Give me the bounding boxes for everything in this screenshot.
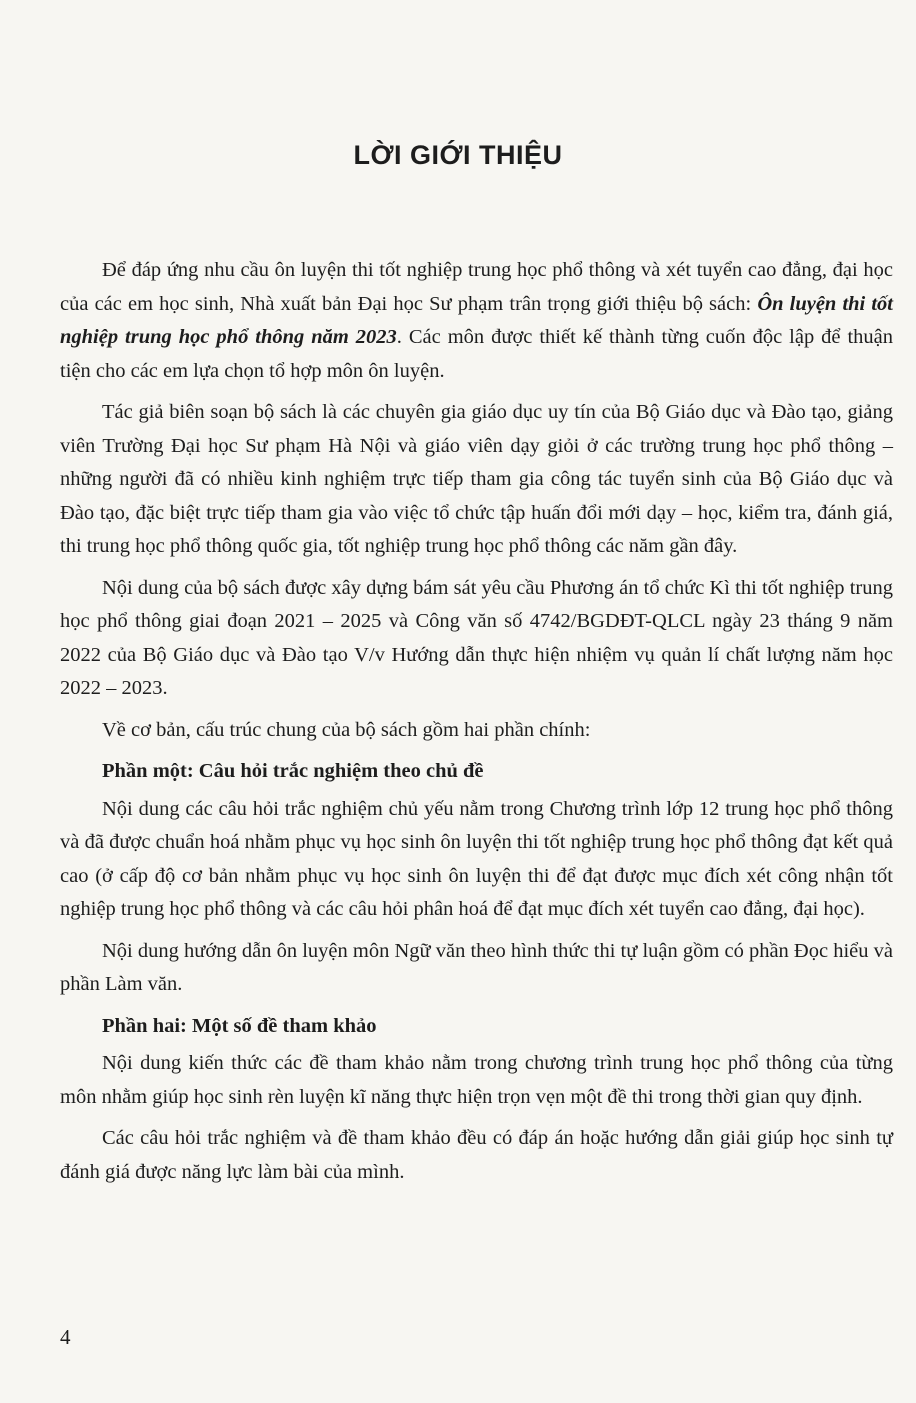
paragraph-part-two: Nội dung kiến thức các đề tham khảo nằm trong chương trình trung học phổ thông của từng môn nhằm giúp học sinh rèn luyện kĩ năng thực hiện trọn vẹn một đề thi trong thời gian quy định. xyxy=(60,1052,893,1108)
section-heading-part-two: Phần hai: Một số đề tham khảo xyxy=(102,1014,377,1037)
section-heading-part-one: Phần một: Câu hỏi trắc nghiệm theo chủ đề xyxy=(102,760,484,782)
book-title: Ôn luyện thi tốt nghiệp trung học phổ thông năm 2023 xyxy=(60,292,893,348)
paragraph-structure: Về cơ bản, cấu trúc chung của bộ sách gồm hai phần chính: xyxy=(102,718,591,741)
page-title: LỜI GIỚI THIỆU xyxy=(353,140,563,170)
paragraph-authors: Tác giả biên soạn bộ sách là các chuyên gia giáo dục uy tín của Bộ Giáo dục và Đào tạo, giảng viên Trường Đại học Sư phạm Hà Nội và giáo viên dạy giỏi ở các trường trung học phổ thông – những người đã có nhiều kinh nghiệm trực tiếp tham gia công tác tuyển sinh của Bộ Giáo dục và Đào tạo, đặc biệt trực tiếp tham gia vào việc tổ chức tập huấn đổi mới dạy – học, kiểm tra, đánh giá, thi trung học phổ thông quốc gia, tốt nghiệp trung học phổ thông các năm gần đây. xyxy=(60,401,893,557)
paragraph-intro-start: Để đáp ứng nhu cầu ôn luyện thi tốt nghiệp trung học phổ thông và xét tuyển cao đẳng, đại học của các em học sinh, Nhà xuất bản Đại học Sư phạm trân trọng giới thiệu bộ sách: xyxy=(60,259,893,315)
body-text xyxy=(60,254,893,1197)
page-number: 4 xyxy=(60,1325,71,1349)
paragraph-intro xyxy=(60,254,893,388)
paragraph-answers: Các câu hỏi trắc nghiệm và đề tham khảo đều có đáp án hoặc hướng dẫn giải giúp học sinh tự đánh giá được năng lực làm bài của mình. xyxy=(60,1127,893,1183)
paragraph-intro-end: . Các môn được thiết kế thành từng cuốn độc lập để thuận tiện cho các em lựa chọn tổ hợp môn ôn luyện. xyxy=(60,326,893,382)
paragraph-content: Nội dung của bộ sách được xây dựng bám sát yêu cầu Phương án tổ chức Kì thi tốt nghiệp trung học phổ thông giai đoạn 2021 – 2025 và Công văn số 4742/BGDĐT-QLCL ngày 23 tháng 9 năm 2022 của Bộ Giáo dục và Đào tạo V/v Hướng dẫn thực hiện nhiệm vụ quản lí chất lượng năm học 2022 – 2023. xyxy=(60,576,893,699)
paragraph-part-one: Nội dung các câu hỏi trắc nghiệm chủ yếu nằm trong Chương trình lớp 12 trung học phổ thông và đã được chuẩn hoá nhằm phục vụ học sinh ôn luyện thi tốt nghiệp trung học phổ thông đạt kết quả cao (ở cấp độ cơ bản nhằm phục vụ học sinh ôn luyện thi để đạt được mục đích xét công nhận tốt nghiệp trung học phổ thông và các câu hỏi phân hoá để đạt mục đích xét tuyển cao đẳng, đại học). xyxy=(60,797,893,920)
paragraph-literature: Nội dung hướng dẫn ôn luyện môn Ngữ văn theo hình thức thi tự luận gồm có phần Đọc hiểu và phần Làm văn. xyxy=(60,939,893,995)
